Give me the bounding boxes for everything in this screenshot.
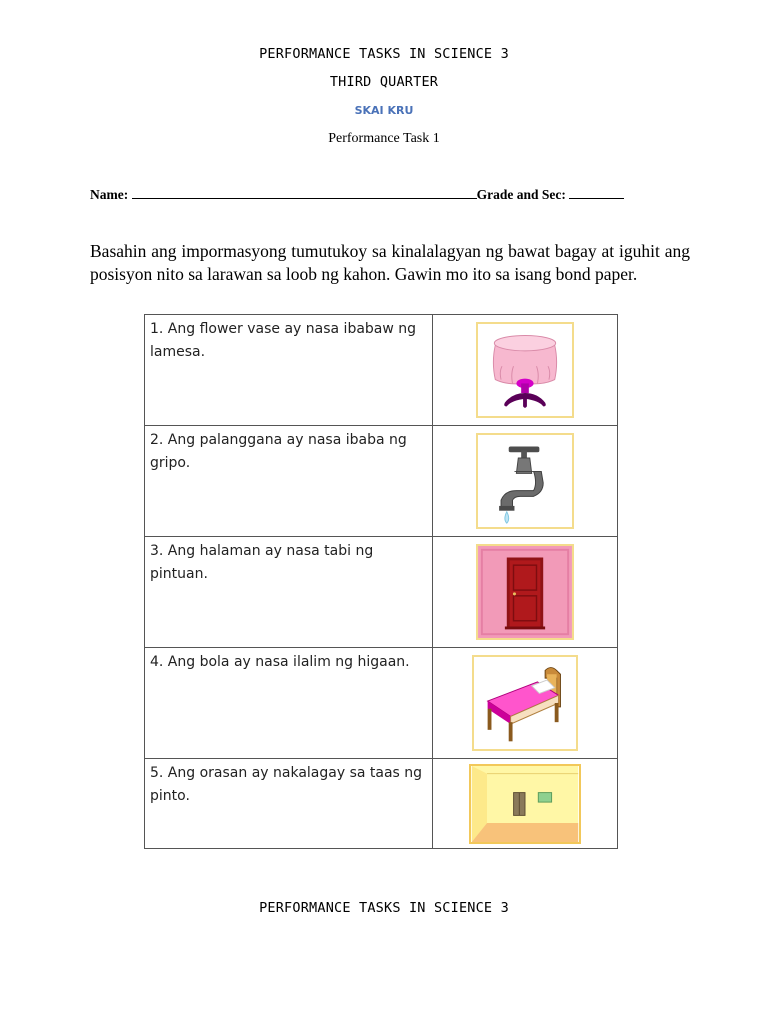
table-row [145,648,618,759]
item-text: 4. Ang bola ay nasa ilalim ng higaan. [145,648,433,759]
item-text: 1. Ang flower vase ay nasa ibabaw ng lamesa. [145,315,433,426]
grade-sec-blank[interactable] [569,186,624,199]
document-title: PERFORMANCE TASKS IN SCIENCE 3 [259,46,509,62]
grade-sec-label: Grade and Sec: [476,187,566,202]
author-label: SKAI KRU [354,104,414,117]
student-info-line [90,186,624,203]
task-table [144,314,618,849]
table-icon [476,322,574,418]
room-icon [469,764,581,844]
item-picture-cell [433,537,618,648]
quarter-heading: THIRD QUARTER [329,74,439,90]
table-row [145,759,618,849]
item-text: 5. Ang orasan ay nakalagay sa taas ng pinto. [145,759,433,849]
footer-title: PERFORMANCE TASKS IN SCIENCE 3 [259,900,509,916]
instructions-paragraph: Basahin ang impormasyong tumutukoy sa kinalalagyan ng bawat bagay at iguhit ang posisyon nito sa larawan sa loob ng kahon. Gawin mo ito sa isang bond paper. [90,241,690,284]
table-row [145,315,618,426]
task-heading: Performance Task 1 [328,131,440,146]
item-picture-cell [433,315,618,426]
item-picture-cell [433,426,618,537]
bed-icon [472,655,578,751]
item-text: 3. Ang halaman ay nasa tabi ng pintuan. [145,537,433,648]
item-picture-cell [433,759,618,849]
item-text: 2. Ang palanggana ay nasa ibaba ng gripo. [145,426,433,537]
table-row [145,537,618,648]
item-picture-cell [433,648,618,759]
name-label: Name: [90,187,129,202]
table-row [145,426,618,537]
door-icon [476,544,574,640]
name-blank[interactable] [132,186,477,199]
faucet-icon [476,433,574,529]
